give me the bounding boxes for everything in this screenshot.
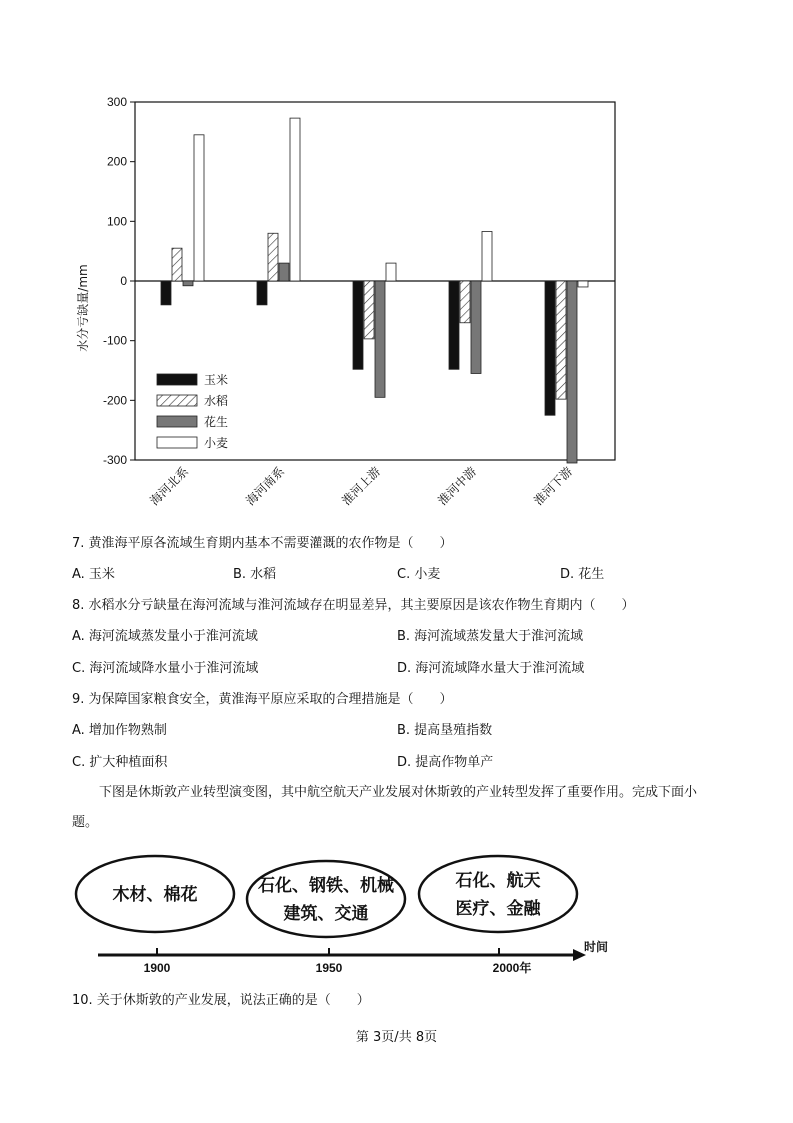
question-9-stem: 9. 为保障国家粮食安全，黄淮海平原应采取的合理措施是（ ） bbox=[72, 692, 453, 707]
legend-label: 花生 bbox=[204, 415, 229, 429]
bar-3-4 bbox=[471, 281, 481, 373]
intro-paragraph: 下图是休斯敦产业转型演变图，其中航空航天产业发展对休斯敦的产业转型发挥了重要作用。完成下面小题。 bbox=[72, 785, 698, 830]
bar-2-1 bbox=[172, 248, 182, 281]
bar-3-3 bbox=[375, 281, 385, 397]
timeline-axis-label: 时间 bbox=[583, 940, 609, 954]
bar-2-2 bbox=[268, 233, 278, 281]
y-tick-label: -100 bbox=[102, 333, 127, 348]
y-tick-label: -300 bbox=[102, 453, 127, 467]
question-9-option-a: A. 增加作物熟制 bbox=[72, 723, 167, 738]
question-10-stem: 10. 关于休斯敦的产业发展，说法正确的是（ ） bbox=[72, 993, 370, 1008]
y-tick-label: 300 bbox=[106, 95, 127, 109]
legend-label: 玉米 bbox=[204, 373, 229, 387]
water-deficit-bar-chart bbox=[60, 90, 630, 530]
question-9-option-d: D. 提高作物单产 bbox=[397, 755, 494, 770]
bar-1-5 bbox=[545, 281, 555, 415]
question-7-option-a: A. 玉米 bbox=[72, 567, 115, 582]
bar-1-4 bbox=[449, 281, 459, 369]
question-7-option-b: B. 水稻 bbox=[233, 567, 277, 582]
y-axis-label: 水分亏缺量/mm bbox=[76, 264, 90, 352]
bar-3-5 bbox=[567, 281, 577, 463]
x-tick-label: 淮河下游 bbox=[531, 464, 576, 509]
bar-1-3 bbox=[353, 281, 363, 369]
x-tick-label: 海河南系 bbox=[243, 464, 288, 509]
y-tick-label: -200 bbox=[102, 393, 127, 408]
bar-4-1 bbox=[194, 135, 204, 281]
legend-label: 水稻 bbox=[204, 394, 229, 408]
timeline-stage-1 bbox=[76, 856, 234, 932]
bar-4-3 bbox=[386, 263, 396, 281]
x-tick-label: 海河北系 bbox=[147, 464, 192, 509]
legend-swatch bbox=[157, 374, 197, 385]
bar-4-2 bbox=[290, 118, 300, 281]
stage-2-line-1: 石化、钢铁、机械 bbox=[258, 876, 394, 896]
bar-1-2 bbox=[257, 281, 267, 305]
tick-label-1950: 1950 bbox=[315, 961, 343, 975]
y-tick-label: 200 bbox=[106, 154, 127, 169]
x-tick-label: 淮河中游 bbox=[435, 464, 480, 509]
x-tick-label: 淮河上游 bbox=[339, 464, 384, 509]
question-8-option-a: A. 海河流域蒸发量小于淮河流域 bbox=[72, 629, 258, 644]
stage-2-line-2: 建筑、交通 bbox=[283, 904, 369, 924]
legend-swatch bbox=[157, 395, 197, 406]
bar-4-4 bbox=[482, 231, 492, 281]
y-tick-label: 0 bbox=[120, 274, 127, 288]
stage-3-line-1: 石化、航天 bbox=[455, 871, 541, 891]
question-8-option-c: C. 海河流域降水量小于淮河流域 bbox=[72, 661, 259, 676]
page-footer: 第 3页/共 8页 bbox=[355, 1030, 438, 1045]
tick-label-1900: 1900 bbox=[143, 961, 171, 975]
question-8-option-b: B. 海河流域蒸发量大于淮河流域 bbox=[397, 629, 584, 644]
bar-3-2 bbox=[279, 263, 289, 281]
legend bbox=[157, 372, 228, 450]
question-7-option-c: C. 小麦 bbox=[397, 567, 441, 582]
bar-2-5 bbox=[556, 281, 566, 399]
legend-swatch bbox=[157, 437, 197, 448]
y-axis bbox=[103, 95, 135, 467]
question-8-option-d: D. 海河流域降水量大于淮河流域 bbox=[397, 661, 585, 676]
stage-1-line-1: 木材、棉花 bbox=[112, 885, 198, 905]
stage-3-line-2: 医疗、金融 bbox=[455, 899, 541, 919]
legend-swatch bbox=[157, 416, 197, 427]
bar-3-1 bbox=[183, 281, 193, 286]
question-9-option-b: B. 提高垦殖指数 bbox=[397, 723, 493, 738]
bars bbox=[161, 118, 588, 463]
bar-4-5 bbox=[578, 281, 588, 287]
timeline-stage-3 bbox=[419, 856, 577, 932]
question-8-stem: 8. 水稻水分亏缺量在海河流域与淮河流域存在明显差异，其主要原因是该农作物生育期内（ ） bbox=[72, 598, 635, 613]
y-tick-label: 100 bbox=[106, 214, 127, 229]
question-7-stem: 7. 黄淮海平原各流域生育期内基本不需要灌溉的农作物是（ ） bbox=[72, 536, 453, 551]
houston-industry-timeline bbox=[70, 850, 630, 980]
legend-label: 小麦 bbox=[204, 436, 229, 450]
x-axis bbox=[147, 464, 575, 509]
question-9-option-c: C. 扩大种植面积 bbox=[72, 755, 168, 770]
tick-label-2000: 2000年 bbox=[492, 961, 532, 975]
timeline-stage-2 bbox=[247, 861, 405, 937]
bar-1-1 bbox=[161, 281, 171, 305]
question-7-option-d: D. 花生 bbox=[560, 567, 605, 582]
bar-2-4 bbox=[460, 281, 470, 323]
bar-2-3 bbox=[364, 281, 374, 339]
